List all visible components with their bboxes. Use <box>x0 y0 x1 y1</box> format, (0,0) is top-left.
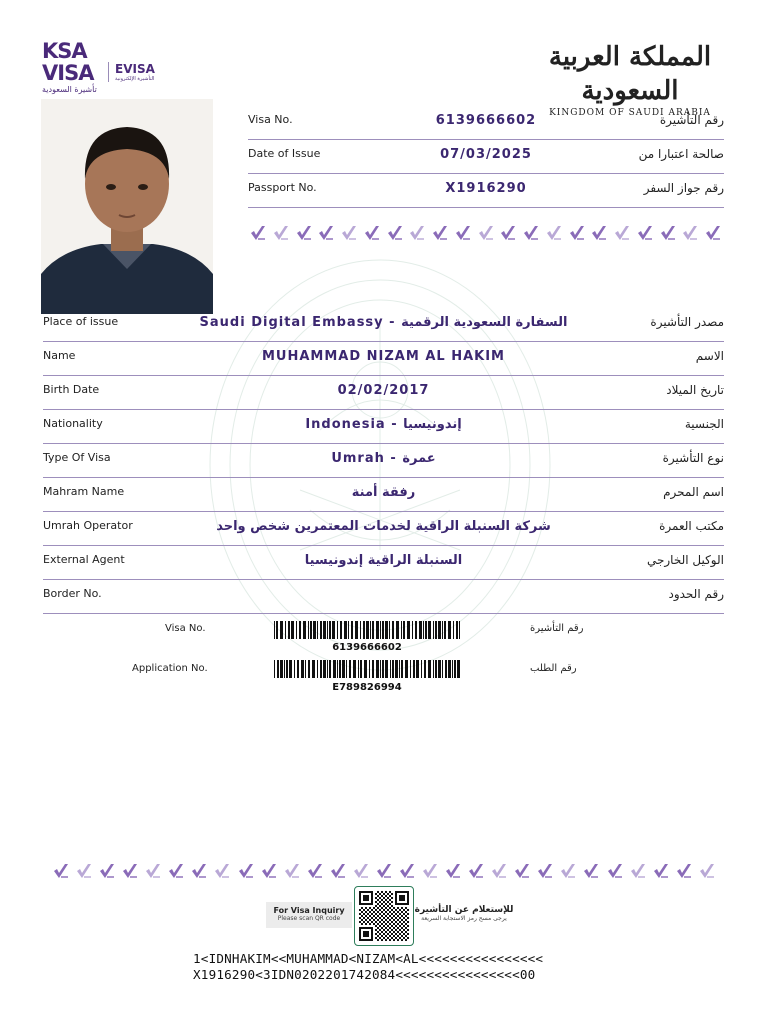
barcode-visa-label-en: Visa No. <box>165 623 206 634</box>
check-mark-icon <box>467 862 485 880</box>
field-label-ar: رقم الحدود <box>668 587 724 601</box>
field-date-of-issue <box>248 139 724 174</box>
check-mark-icon <box>52 862 70 880</box>
field-label-en: Passport No. <box>248 181 317 194</box>
field-label-ar: رقم التأشيرة <box>659 113 724 127</box>
check-mark-icon <box>444 862 462 880</box>
field-label-en: Mahram Name <box>43 485 125 498</box>
field-border-no <box>43 579 724 614</box>
inquiry-en-title: For Visa Inquiry <box>273 906 345 915</box>
check-mark-icon <box>375 862 393 880</box>
field-label-en: Birth Date <box>43 383 100 396</box>
check-mark-icon <box>659 224 677 242</box>
check-mark-icon <box>613 224 631 242</box>
field-value: MUHAMMAD NIZAM AL HAKIM <box>261 349 505 364</box>
qr-code[interactable] <box>354 886 414 946</box>
field-value: السنبلة الراقية إندونيسيا <box>304 553 463 568</box>
field-visa-no <box>248 105 724 140</box>
evisa-logo <box>108 62 155 82</box>
check-mark-icon <box>522 224 540 242</box>
application-barcode-icon <box>274 660 460 678</box>
check-mark-icon <box>559 862 577 880</box>
field-label-ar: الاسم <box>695 349 724 363</box>
field-birth-date <box>43 375 724 410</box>
barcode-application-label-en: Application No. <box>132 663 208 674</box>
field-external-agent <box>43 545 724 580</box>
field-label-en: Date of Issue <box>248 147 321 160</box>
field-place-of-issue <box>43 307 724 342</box>
field-label-en: Place of issue <box>43 315 119 328</box>
field-label-ar: مكتب العمرة <box>659 519 724 533</box>
field-value: 6139666602 <box>435 113 537 128</box>
check-mark-icon <box>329 862 347 880</box>
ksa-visa-logo <box>42 40 106 94</box>
check-mark-icon <box>477 224 495 242</box>
visa-inquiry-ar <box>414 902 514 928</box>
evisa-logo-sub: التأشيرة الإلكترونية <box>115 76 155 82</box>
inquiry-ar-title: للإستعلام عن التأشيرة <box>414 905 514 915</box>
field-value: X1916290 <box>445 181 527 196</box>
check-mark-icon <box>545 224 563 242</box>
field-label-ar: تاريخ الميلاد <box>666 383 724 397</box>
field-label-ar: نوع التأشيرة <box>662 451 724 465</box>
check-mark-icon <box>283 862 301 880</box>
field-value: Indonesia - إندونيسيا <box>305 417 462 432</box>
check-mark-icon <box>237 862 255 880</box>
evisa-logo-word: EVISA <box>115 62 155 76</box>
portrait-photo-icon <box>41 99 213 314</box>
field-label-ar: رقم جواز السفر <box>643 181 724 195</box>
check-mark-icon <box>352 862 370 880</box>
check-mark-icon <box>652 862 670 880</box>
field-label-ar: صالحة اعتبارا من <box>638 147 724 161</box>
qr-code-icon <box>359 891 409 941</box>
check-mark-icon <box>121 862 139 880</box>
field-umrah-operator <box>43 511 724 546</box>
field-label-en: Nationality <box>43 417 103 430</box>
passport-photo <box>41 99 213 314</box>
check-mark-icon <box>272 224 290 242</box>
field-label-en: Type Of Visa <box>43 451 111 464</box>
check-mark-icon <box>590 224 608 242</box>
field-label-en: Visa No. <box>248 113 293 126</box>
field-name <box>43 341 724 376</box>
kingdom-arabic: المملكة العربية السعودية <box>548 42 712 106</box>
field-value: شركة السنبلة الراقية لخدمات المعتمرين شخص واحد <box>216 519 551 534</box>
field-value: 07/03/2025 <box>440 147 532 162</box>
field-mahram-name <box>43 477 724 512</box>
mrz-line-2: X1916290<3IDN0202201742084<<<<<<<<<<<<<<<<00 <box>193 967 536 982</box>
barcode-visa-label-ar: رقم التأشيرة <box>530 623 584 634</box>
field-value: 02/02/2017 <box>337 383 430 398</box>
field-nationality <box>43 409 724 444</box>
check-mark-icon <box>295 224 313 242</box>
check-mark-icon <box>606 862 624 880</box>
barcode-application-label-ar: رقم الطلب <box>530 663 577 674</box>
check-mark-icon <box>260 862 278 880</box>
check-mark-icon <box>317 224 335 242</box>
field-label-ar: مصدر التأشيرة <box>650 315 724 329</box>
check-mark-icon <box>75 862 93 880</box>
check-mark-icon <box>536 862 554 880</box>
visa-inquiry-en <box>266 902 352 928</box>
field-label-en: Border No. <box>43 587 102 600</box>
check-mark-icon <box>675 862 693 880</box>
check-mark-icon <box>636 224 654 242</box>
field-value: Umrah - عمرة <box>331 451 436 466</box>
check-mark-icon <box>421 862 439 880</box>
check-mark-icon <box>306 862 324 880</box>
check-mark-icon <box>513 862 531 880</box>
check-mark-icon <box>629 862 647 880</box>
check-mark-icon <box>98 862 116 880</box>
inquiry-ar-sub: يرجى مسح رمز الاستجابة السريعة <box>421 915 507 922</box>
ksa-logo-sub: تأشيرة السعودية <box>42 85 97 94</box>
field-label-en: Name <box>43 349 76 362</box>
check-mark-icon <box>704 224 722 242</box>
field-label-en: Umrah Operator <box>43 519 133 532</box>
check-mark-icon <box>499 224 517 242</box>
check-mark-icon <box>398 862 416 880</box>
ksa-logo-line2: VISA <box>42 61 94 85</box>
kingdom-english: KINGDOM OF SAUDI ARABIA <box>549 108 711 118</box>
field-value: Saudi Digital Embassy - السفارة السعودية الرقمية <box>199 315 568 330</box>
check-mark-icon <box>213 862 231 880</box>
field-label-ar: اسم المحرم <box>663 485 724 499</box>
mrz-line-1: 1<IDNHAKIM<<MUHAMMAD<NIZAM<AL<<<<<<<<<<<<<<<< <box>193 951 544 966</box>
barcode-visa-number: 6139666602 <box>332 642 402 653</box>
check-mark-icon <box>698 862 716 880</box>
check-mark-icon <box>490 862 508 880</box>
check-mark-icon <box>190 862 208 880</box>
field-passport-no <box>248 173 724 208</box>
field-value: رفقة أمنة <box>351 485 416 500</box>
check-mark-icon <box>340 224 358 242</box>
check-mark-strip-bottom <box>52 862 716 880</box>
check-mark-icon <box>144 862 162 880</box>
check-mark-icon <box>249 224 267 242</box>
check-mark-strip-top <box>249 224 722 242</box>
barcode-application-number: E789826994 <box>332 682 402 693</box>
check-mark-icon <box>386 224 404 242</box>
visa-barcode-icon <box>274 621 460 639</box>
check-mark-icon <box>454 224 472 242</box>
field-label-ar: الجنسية <box>684 417 724 431</box>
check-mark-icon <box>681 224 699 242</box>
inquiry-en-sub: Please scan QR code <box>277 915 341 922</box>
check-mark-icon <box>408 224 426 242</box>
field-label-ar: الوكيل الخارجي <box>646 553 724 567</box>
check-mark-icon <box>582 862 600 880</box>
field-label-en: External Agent <box>43 553 125 566</box>
check-mark-icon <box>568 224 586 242</box>
ksa-logo-line1: KSA <box>42 39 87 63</box>
check-mark-icon <box>363 224 381 242</box>
check-mark-icon <box>167 862 185 880</box>
check-mark-icon <box>431 224 449 242</box>
field-type-of-visa <box>43 443 724 478</box>
